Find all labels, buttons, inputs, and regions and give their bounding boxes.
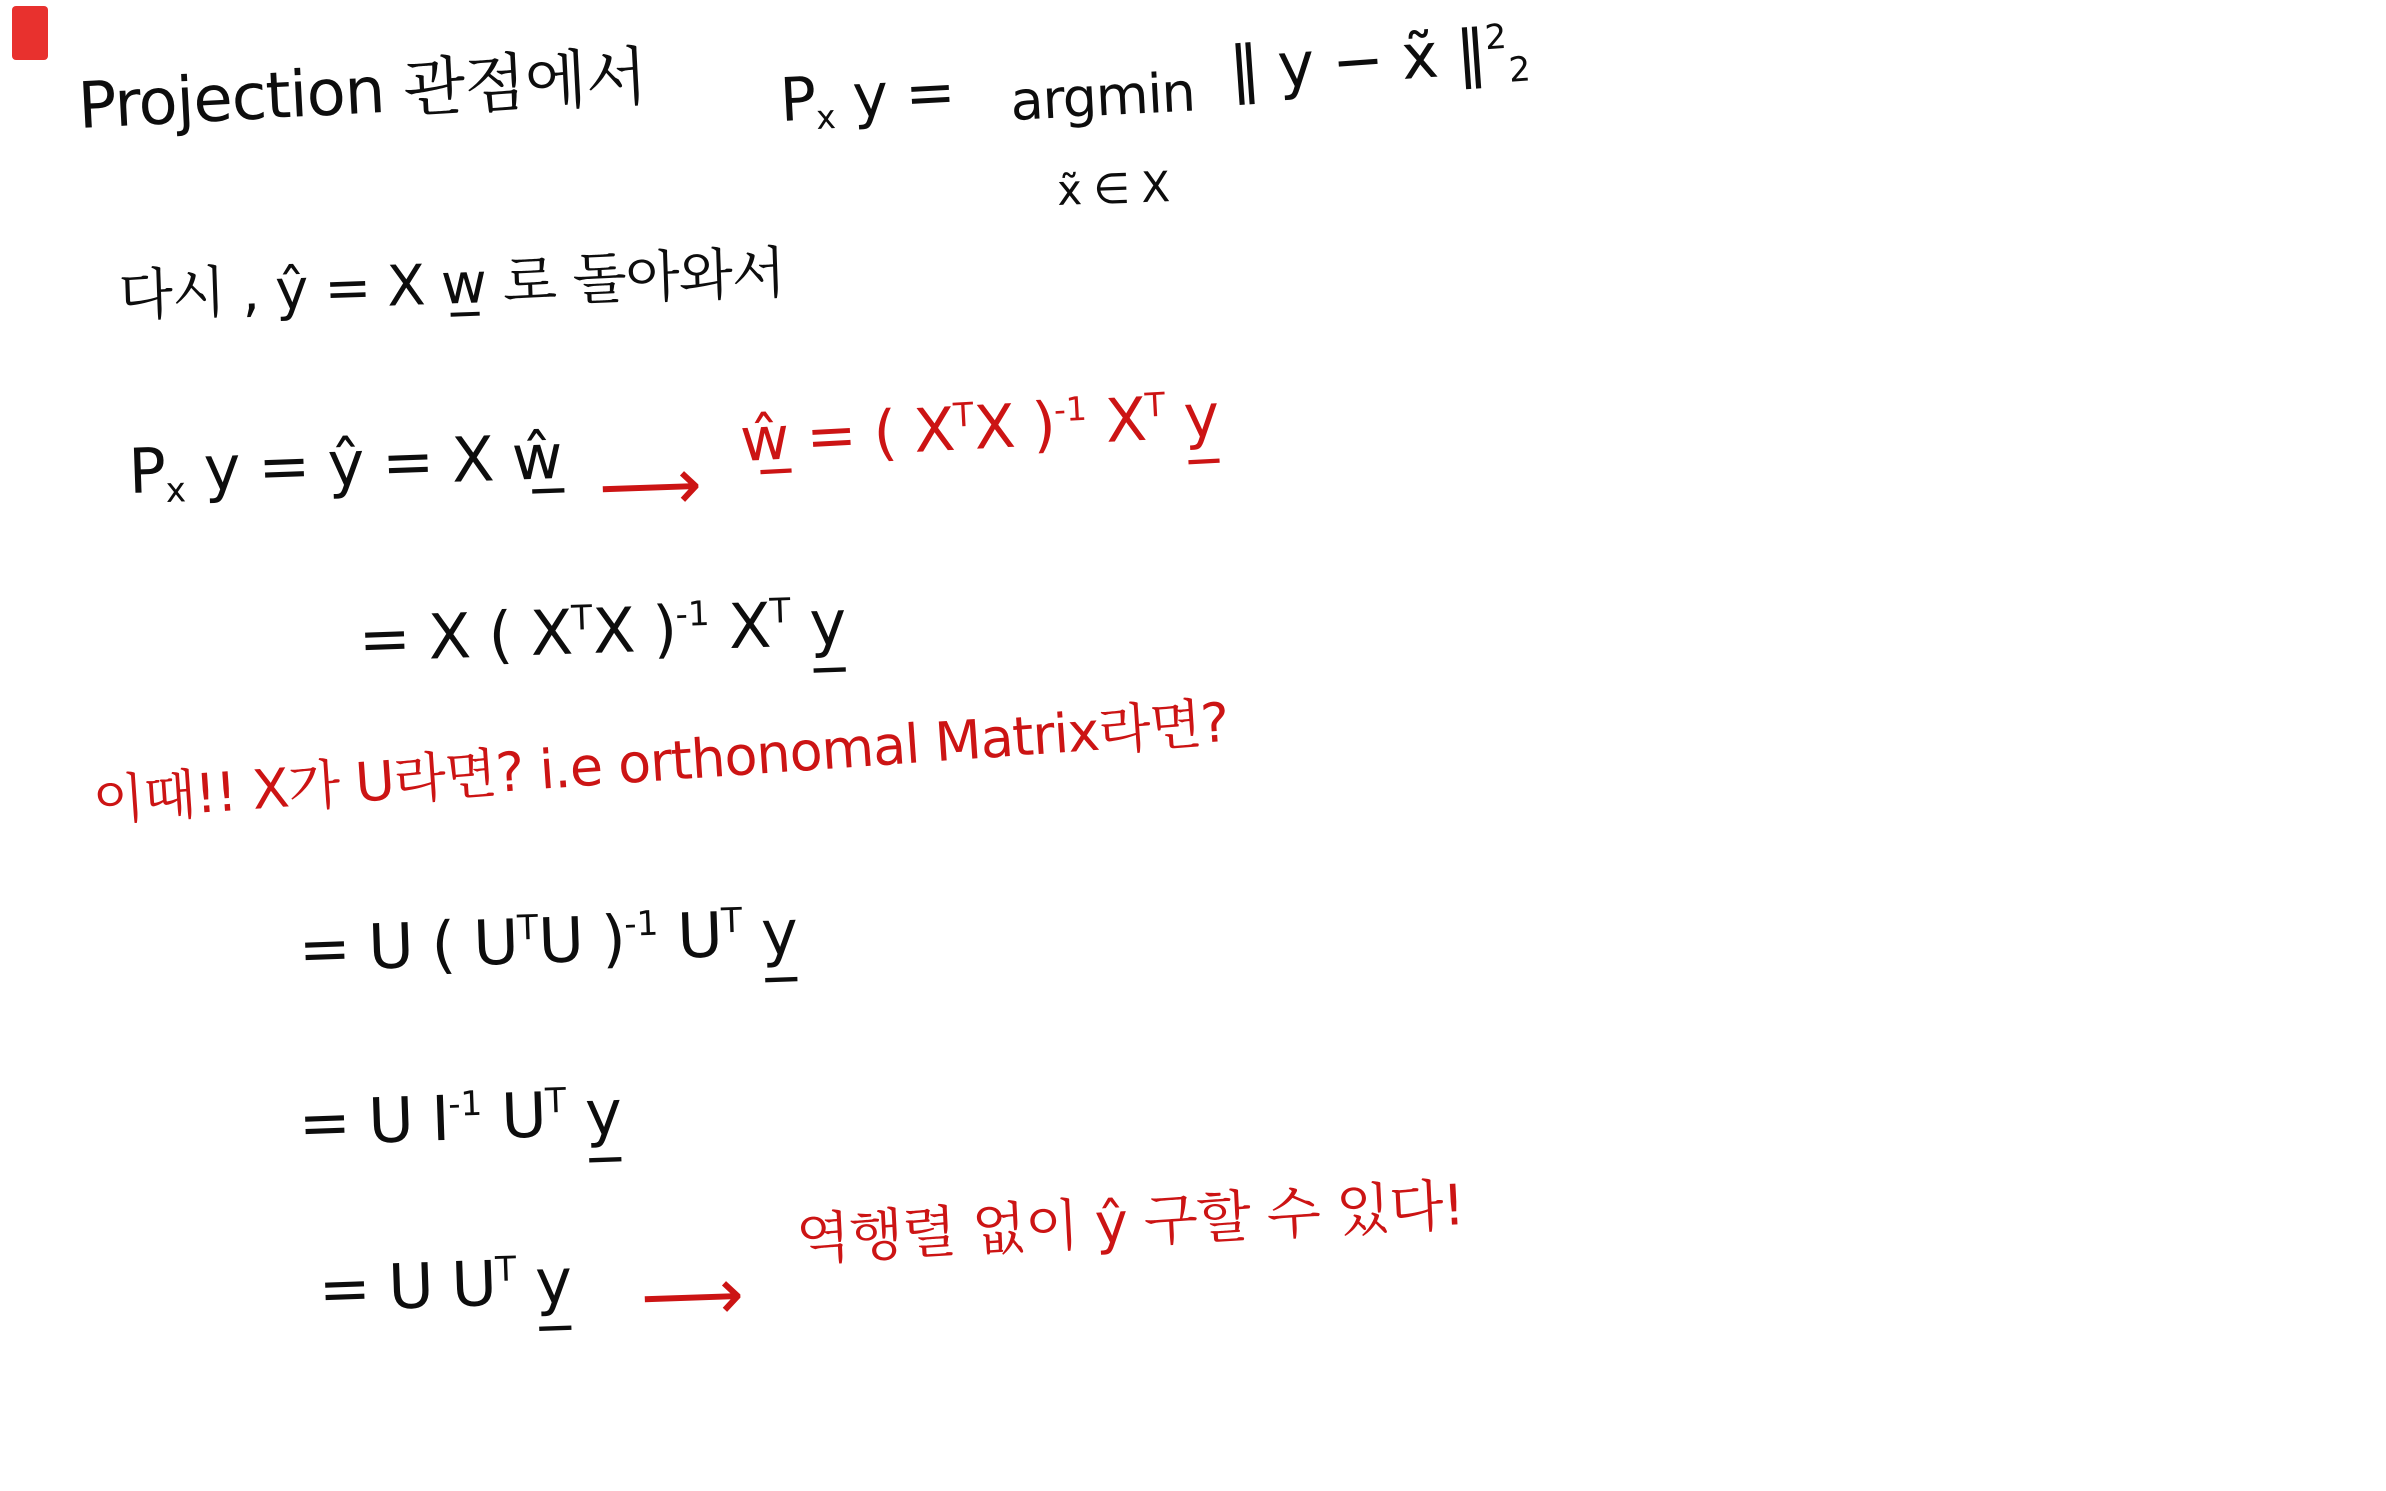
formula-what-normal-equation: ŵ̲ = ( $X^TX$ )$^{-1}$ $X^T$ y̲: [738, 381, 1221, 476]
formula-expanded-x: = X ( $X^TX$ )$^{-1}$ $X^T$ y̲: [357, 586, 847, 676]
note-conclusion-no-inverse: 역행렬 없이 ŷ 구할 수 있다!: [794, 1173, 1466, 1273]
note-orthonormal-condition: 이때!! X가 U라면? i.e orthonomal Matrix라면?: [90, 690, 1231, 833]
formula-projection-operator: $P_x$ y =: [778, 56, 957, 138]
arrow-right-ink-1: ⟶: [597, 441, 703, 529]
red-marker-swatch: [12, 6, 48, 60]
formula-expanded-u: = U ( $U^TU$ )$^{-1}$ $U^T$ y̲: [297, 895, 799, 986]
formula-argmin-domain: x̃ ∈ X: [1056, 162, 1170, 215]
formula-identity-inverse: = U $I^{-1}$ $U^T$ y̲: [297, 1075, 623, 1160]
formula-restate-yhat: 다시 , ŷ = X w̲ 로 돌아와서: [117, 240, 786, 329]
formula-argmin: argmin: [1008, 60, 1197, 133]
note-title-projection: Projection 관점에서: [76, 40, 649, 144]
formula-projection-equals-xw: $P_x$ y = ŷ = X ŵ̲: [127, 419, 563, 511]
formula-final-uut-y: = U $U^T$ y̲: [317, 1244, 573, 1326]
arrow-right-ink-2: ⟶: [639, 1251, 745, 1339]
formula-norm-term: ‖ y − x̃ ‖$^2_2$: [1226, 15, 1532, 107]
